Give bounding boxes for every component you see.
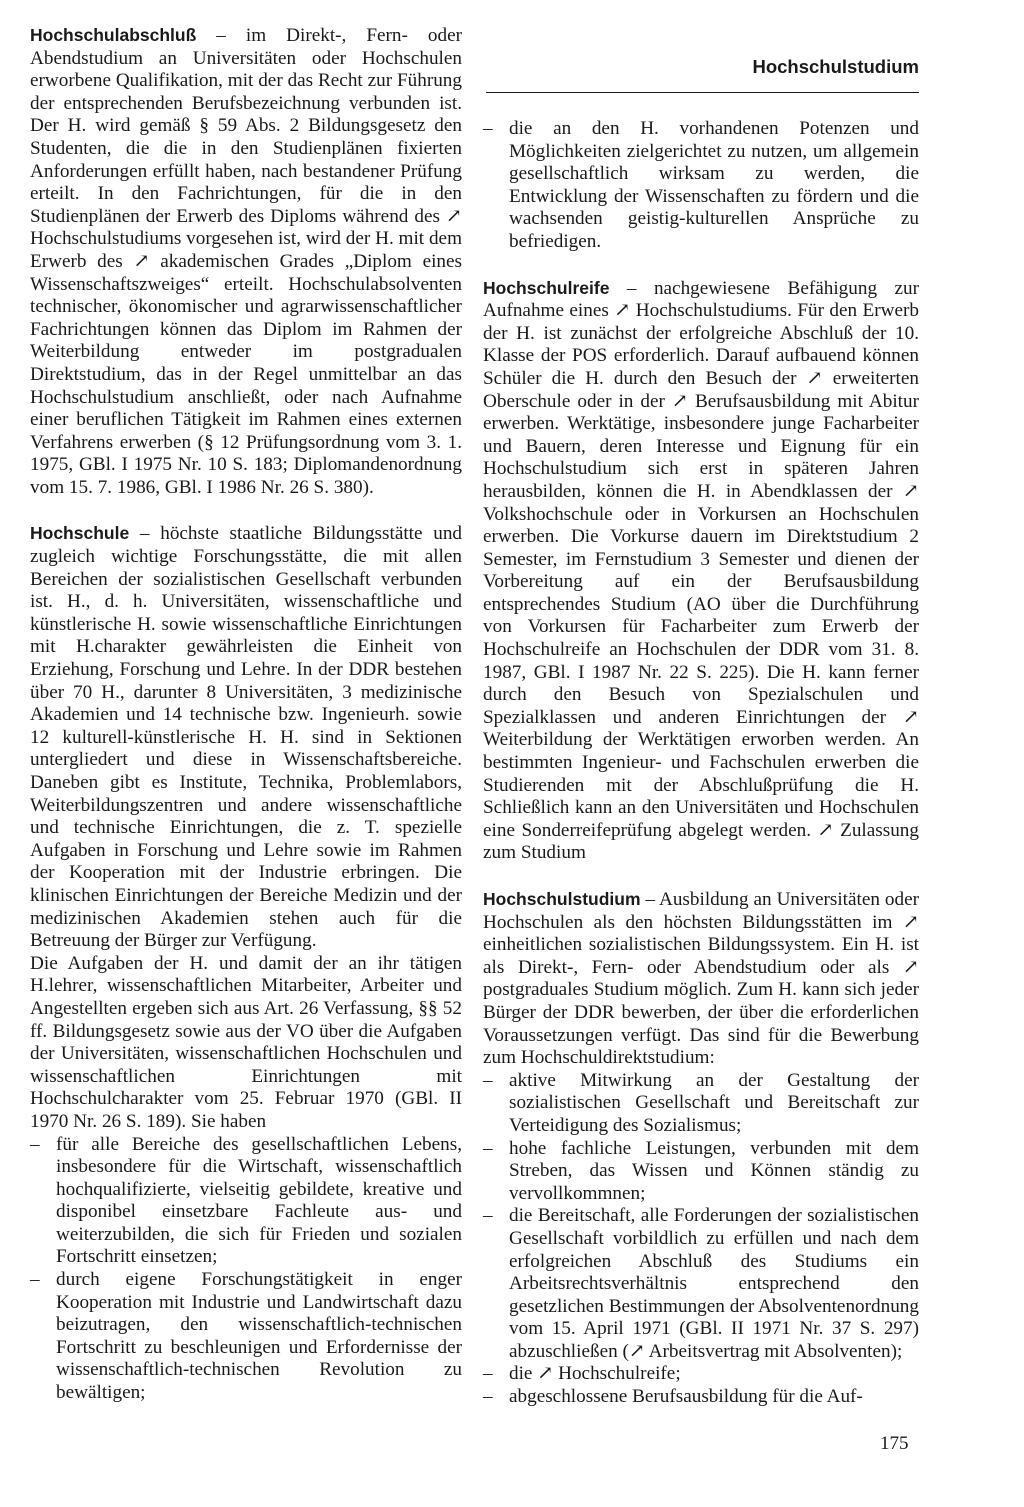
list-item (483, 118, 919, 254)
dash-bullet: – (483, 118, 493, 139)
list-item-text: die an den H. vorhandenen Potenzen und Möglichkeiten zielgerichtet zu nutzen, um allgemein gesellschaftlich wirksam zu werden, die Entwicklung der Wissenschaften zu fördern und die wachsenden geistig-kulturellen Ansprüche zu befriedigen. (509, 118, 919, 252)
list-item-text: durch eigene Forschungstätigkeit in enger Kooperation mit Industrie und Landwirtschaft dazu beizutragen, den wissenschaftlich-technischen Fortschritt zu beschleunigen und Erfordernisse der wissenschaftlich-technischen Revolution zu bewältigen; (56, 1269, 462, 1404)
list-item-text: die Bereitschaft, alle Forderungen der sozialistischen Gesellschaft vorbildlich zu erfüllen und nach dem erfolgreichen Abschluß des Studiums ein Arbeitsrechtsverhältnis entsprechend den gesetzlichen Bestimmungen der Absolventenordnung vom 15. April 1971 (GBl. II 1971 Nr. 37 S. 297) abzuschließen (↗ Arbeitsvertrag mit Absolventen); (509, 1205, 919, 1362)
entry-hochschulabschluss (30, 24, 462, 499)
entry-paragraph: Die Aufgaben der H. und damit der an ihr tätigen H.lehrer, wissenschaftlichen Mitarbeiter, Arbeiter und Angestellten ergeben sich aus Art. 26 Verfassung, §§ 52 ff. Bildungsgesetz sowie aus der VO über die Aufgaben der Universitäten, wissenschaftlichen Hochschulen und wissenschaftlichen Einrichtungen mit Hochschulcharakter vom 25. Februar 1970 (GBl. II 1970 Nr. 26 S. 189). Sie haben (30, 952, 462, 1132)
dash-bullet: – (483, 1386, 493, 1408)
headword: Hochschulstudium (483, 889, 641, 909)
list-item-text: aktive Mitwirkung an der Gestaltung der sozialistischen Gesellschaft und Bereitschaft zur Verteidigung des Sozialismus; (509, 1069, 919, 1136)
entry-text: – höchste staatliche Bildungsstätte und zugleich wichtige Forschungsstätte, die mit allen Bereichen der sozialistischen Gesellschaft verbunden ist. H., d. h. Universitäten, wissenschaftliche und künstlerische H. sowie wissenschaftliche Einrichtungen mit H.charakter gewährleisten die Einheit von Erziehung, Forschung und Lehre. In der DDR bestehen über 70 H., darunter 8 Universitäten, 3 medizinische Akademien und 14 technische bzw. Ingenieurh. sowie 12 kulturell-künstlerische H. H. sind in Sektionen untergliedert und diese in Wissenschaftsbereiche. Daneben gibt es Institute, Technika, Problemlabors, Weiterbildungszentren und andere wissenschaftliche und technische Einrichtungen, die z. T. spezielle Aufgaben in Forschung und Lehre sowie im Rahmen der Kooperation mit der Industrie erbringen. Die klinischen Einrichtungen der Bereiche Medizin und der medizinischen Akademien stehen auch für die Betreuung der Bürger zur Verfügung. (30, 523, 463, 952)
dash-bullet: – (483, 1363, 493, 1385)
entry-hochschule (30, 522, 462, 952)
list-item-text: die ↗ Hochschulreife; (509, 1363, 681, 1385)
running-head: Hochschulstudium (752, 56, 919, 77)
page-number: 175 (880, 1433, 909, 1454)
dash-bullet: – (483, 1205, 493, 1227)
list-item-text: für alle Bereiche des gesellschaftlichen Lebens, insbesondere für die Wirtschaft, wissenschaftlich hochqualifizierte, vielseitig gebildete, kreative und disponibel einsetzbare Fachleute aus- und weiterzubilden, die sich für Frieden und sozialen Fortschritt einsetzen; (56, 1133, 462, 1268)
headword: Hochschule (30, 523, 130, 544)
dash-bullet: – (30, 1133, 40, 1155)
headword: Hochschulabschluß (30, 25, 197, 45)
list-item-text: hohe fachliche Leistungen, verbunden mit dem Streben, das Wissen und Können ständig zu vervollkommnen; (509, 1137, 919, 1204)
entry-hochschulreife (483, 277, 919, 865)
list-item (483, 1205, 919, 1363)
list-item (30, 1269, 462, 1405)
entry-text: – im Direkt-, Fern- oder Abendstudium an Universitäten oder Hochschulen erworbene Qualifikation, mit der das Recht zur Führung der entsprechenden Berufsbezeichnung verbunden ist. Der H. wird gemäß § 59 Abs. 2 Bildungsgesetz den Studenten, die die in den Studienplänen fixierten Anforderungen erfüllt haben, nach bestandener Prüfung erteilt. In den Fachrichtungen, für die in den Studienplänen der Erwerb des Diploms während des ↗ Hochschulstudiums vorgesehen ist, wird der H. mit dem Erwerb des ↗ akademischen Grades „Diplom eines Wissenschaftszweiges“ erteilt. Hochschulabsolventen technischer, ökonomischer und agrarwissenschaftlicher Fachrichtungen können das Diplom im Rahmen der Weiterbildung entweder im postgradualen Direktstudium, das in der Regel unmittelbar an das Hochschulstudium anschließt, oder nach Aufnahme einer beruflichen Tätigkeit im Rahmen eines externen Verfahrens erwerben (§ 12 Prüfungsordnung vom 3. 1. 1975, GBl. I 1975 Nr. 10 S. 183; Diplomandenordnung vom 15. 7. 1986, GBl. I 1986 Nr. 26 S. 380). (30, 25, 462, 498)
list-item (483, 1070, 919, 1138)
dash-bullet: – (30, 1269, 40, 1291)
dash-bullet: – (483, 1069, 493, 1091)
list-item (483, 1386, 919, 1409)
list-item (30, 1134, 462, 1270)
headword: Hochschulreife (483, 277, 610, 298)
list-item-text: abgeschlossene Berufsausbildung für die Auf- (509, 1386, 863, 1408)
left-column (30, 24, 462, 1405)
dash-bullet: – (483, 1137, 493, 1159)
header-rule (486, 92, 919, 93)
entry-text: – nachgewiesene Befähigung zur Aufnahme eines ↗ Hochschulstudiums. Für den Erwerb der H. ist zunächst der erfolgreiche Abschluß der 10. Klasse der POS erforderlich. Darauf aufbauend können Schüler die H. durch den Besuch der ↗ erweiterten Oberschule oder in der ↗ Berufsausbildung mit Abitur erwerben. Werktätige, insbesondere junge Facharbeiter und Bauern, deren Interesse und Eignung für ein Hochschulstudium sich erst in späteren Jahren herausbilden, können die H. in Abendklassen der ↗ Volkshochschule oder in Vorkursen an Hochschulen erwerben. Die Vorkurse dauern im Direktstudium 2 Semester, im Fernstudium 3 Semester und dienen der Vorbereitung auf ein der Berufsausbildung entsprechendes Studium (AO über die Durchführung von Vorkursen für Facharbeiter zum Erwerb der Hochschulreife an Hochschulen der DDR vom 31. 8. 1987, GBl. I 1987 Nr. 22 S. 225). Die H. kann ferner durch den Besuch von Spezialschulen und Spezialklassen und anderen Einrichtungen der ↗ Weiterbildung der Werktätigen erworben werden. An bestimmten Ingenieur- und Fachschulen erwerben die Studierenden mit der Abschlußprüfung die H. Schließlich kann an den Universitäten und Hochschulen eine Sonderreifeprüfung abgelegt werden. ↗ Zulassung zum Studium (483, 277, 919, 864)
right-column (483, 118, 919, 1409)
entry-hochschulstudium (483, 888, 919, 1070)
entry-text: – Ausbildung an Universitäten oder Hochschulen als den höchsten Bildungsstätten im ↗ einheitlichen sozialistischen Bildungssystem. Ein H. ist als Direkt-, Fern- oder Abendstudium oder als ↗ postgraduales Studium möglich. Zum H. kann sich jeder Bürger der DDR bewerben, der über die erforderlichen Voraussetzungen verfügt. Das sind für die Bewerbung zum Hochschuldirektstudium: (483, 889, 919, 1069)
list-item (483, 1363, 919, 1386)
list-item (483, 1138, 919, 1206)
